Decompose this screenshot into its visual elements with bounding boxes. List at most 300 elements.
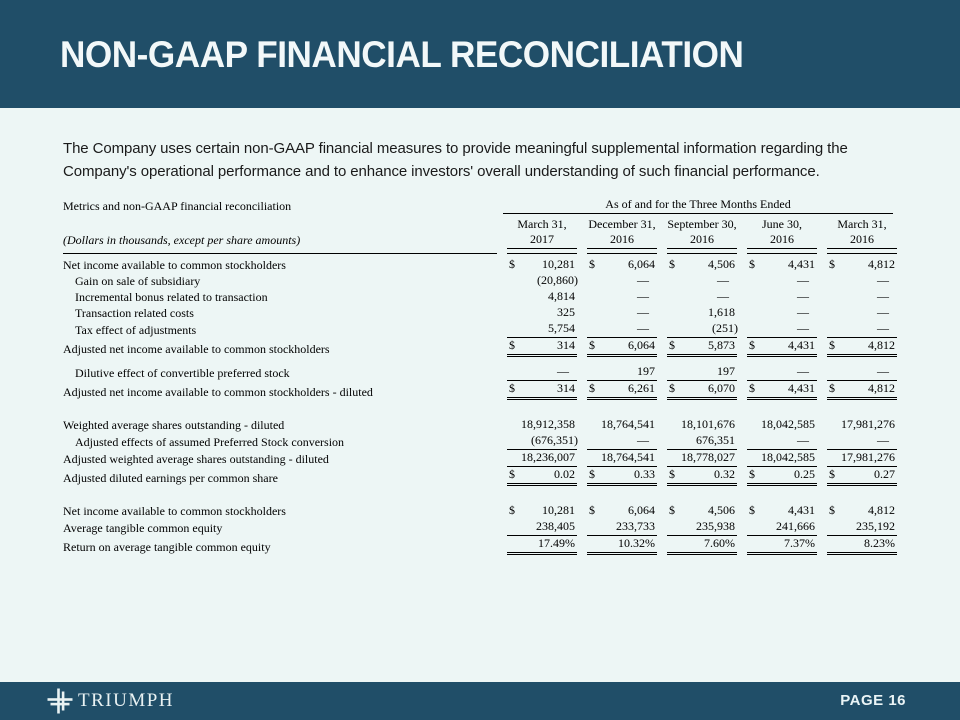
cell-value: 4,812 xyxy=(868,381,895,395)
cell-inner xyxy=(747,321,817,338)
table-cell xyxy=(667,381,737,400)
financial-table xyxy=(63,197,903,555)
cell-value: (20,860) xyxy=(537,273,578,287)
dollar-sign: $ xyxy=(589,338,595,352)
cell-value: — xyxy=(877,433,889,447)
cell-value: — xyxy=(877,305,889,319)
dollar-sign: $ xyxy=(589,257,595,271)
cell-inner xyxy=(507,257,577,273)
table-row xyxy=(63,321,903,338)
cell-inner xyxy=(747,273,817,289)
table-cell xyxy=(827,305,897,321)
table-cell xyxy=(747,289,817,305)
cell-value: 4,431 xyxy=(788,338,815,352)
table-cell xyxy=(827,338,897,357)
dollar-sign: $ xyxy=(829,338,835,352)
dollar-sign: $ xyxy=(829,467,835,481)
separator-col xyxy=(507,249,577,254)
row-label: Tax effect of adjustments xyxy=(75,323,197,337)
column-header-month: March 31, xyxy=(517,217,567,231)
cell-inner xyxy=(747,338,817,357)
row-label: Adjusted weighted average shares outstanding - diluted xyxy=(63,452,329,466)
cell-inner xyxy=(827,305,897,321)
table-row xyxy=(63,433,903,450)
dollar-sign: $ xyxy=(669,503,675,517)
cell-value: 6,064 xyxy=(628,257,655,271)
table-left-header: Metrics and non-GAAP financial reconciliation xyxy=(63,199,292,213)
cell-inner xyxy=(747,433,817,450)
cell-inner xyxy=(827,450,897,467)
cell-inner xyxy=(827,273,897,289)
cell-value: 0.02 xyxy=(554,467,575,481)
header-separator xyxy=(63,249,903,254)
cell-inner xyxy=(587,257,657,273)
cell-value: — xyxy=(797,364,809,378)
table-row xyxy=(63,338,903,357)
cell-inner xyxy=(827,321,897,338)
cell-inner xyxy=(507,450,577,467)
column-header-year: 2017 xyxy=(530,232,554,246)
cell-inner xyxy=(587,467,657,486)
table-cell xyxy=(747,450,817,467)
table-cell xyxy=(587,321,657,338)
table-cell xyxy=(507,536,577,555)
row-label: Adjusted diluted earnings per common share xyxy=(63,471,278,485)
table-cell xyxy=(667,536,737,555)
cell-inner xyxy=(507,417,577,433)
cell-inner xyxy=(587,338,657,357)
table-row xyxy=(63,364,903,381)
dollar-sign: $ xyxy=(589,503,595,517)
cell-inner xyxy=(507,467,577,486)
title-bar xyxy=(0,0,960,108)
separator-left xyxy=(63,249,497,254)
table-row xyxy=(63,467,903,486)
table-cell xyxy=(507,417,577,433)
table-cell xyxy=(587,257,657,273)
cell-inner xyxy=(667,433,737,450)
cell-inner xyxy=(747,381,817,400)
table-cell xyxy=(667,467,737,486)
cell-value: 10.32% xyxy=(618,536,655,550)
cell-inner xyxy=(667,364,737,381)
cell-inner xyxy=(827,417,897,433)
cell-inner xyxy=(587,519,657,536)
column-header-year: 2016 xyxy=(690,232,714,246)
row-label: Adjusted net income available to common stockholders - diluted xyxy=(63,385,373,399)
table-cell xyxy=(507,519,577,536)
table-cell xyxy=(587,433,657,450)
table-cell xyxy=(747,364,817,381)
table-row xyxy=(63,536,903,555)
table-cell xyxy=(587,417,657,433)
table-cell xyxy=(667,257,737,273)
table-row xyxy=(63,417,903,433)
dollar-sign: $ xyxy=(509,467,515,481)
cell-inner xyxy=(587,364,657,381)
cell-value: — xyxy=(557,364,569,378)
cell-inner xyxy=(667,289,737,305)
table-cell xyxy=(827,273,897,289)
table-cell xyxy=(827,503,897,519)
dollar-sign: $ xyxy=(509,338,515,352)
table-row xyxy=(63,381,903,400)
cell-inner xyxy=(667,321,737,338)
row-label: Average tangible common equity xyxy=(63,521,223,535)
separator-col xyxy=(587,249,657,254)
cell-inner xyxy=(507,338,577,357)
cell-value: — xyxy=(797,433,809,447)
cell-inner xyxy=(507,305,577,321)
table-cell xyxy=(827,289,897,305)
cell-inner xyxy=(747,257,817,273)
table-cell xyxy=(587,503,657,519)
cell-inner xyxy=(747,467,817,486)
cell-value: — xyxy=(717,289,729,303)
table-cell xyxy=(667,305,737,321)
table-cell xyxy=(587,381,657,400)
table-cell xyxy=(827,321,897,338)
row-label: Gain on sale of subsidiary xyxy=(75,274,201,288)
cell-value: (676,351) xyxy=(531,433,578,447)
cell-value: 314 xyxy=(557,338,575,352)
brand xyxy=(47,688,174,714)
table-cell xyxy=(667,338,737,357)
cell-inner xyxy=(507,433,577,450)
cell-value: 676,351 xyxy=(696,433,735,447)
cell-value: 18,912,358 xyxy=(521,417,575,431)
cell-value: 4,812 xyxy=(868,503,895,517)
table-cell xyxy=(587,273,657,289)
column-header-month: September 30, xyxy=(667,217,737,231)
cell-value: 17,981,276 xyxy=(841,417,895,431)
intro-text: The Company uses certain non-GAAP financial measures to provide meaningful supplemental information regarding the Company's operational performance and to enhance investors' overall understanding of such financial performance. xyxy=(63,140,848,180)
cell-inner xyxy=(667,381,737,400)
cell-value: 6,064 xyxy=(628,503,655,517)
slide-title: NON-GAAP FINANCIAL RECONCILIATION xyxy=(60,34,744,75)
table-cell xyxy=(827,536,897,555)
dollar-sign: $ xyxy=(509,381,515,395)
column-header-year: 2016 xyxy=(610,232,634,246)
table-cell xyxy=(827,450,897,467)
cell-value: 17,981,276 xyxy=(841,450,895,464)
separator-col xyxy=(827,249,897,254)
table-cell xyxy=(747,503,817,519)
table-cell xyxy=(507,503,577,519)
dollar-sign: $ xyxy=(669,381,675,395)
table-cell xyxy=(667,273,737,289)
dollar-sign: $ xyxy=(669,257,675,271)
table-row xyxy=(63,257,903,273)
cell-value: 0.25 xyxy=(794,467,815,481)
table-cell xyxy=(747,305,817,321)
cell-value: 325 xyxy=(557,305,575,319)
cell-inner xyxy=(587,536,657,555)
cell-value: 8.23% xyxy=(864,536,895,550)
cell-value: 6,070 xyxy=(708,381,735,395)
table-cell xyxy=(747,338,817,357)
cell-value: 314 xyxy=(557,381,575,395)
cell-inner xyxy=(747,305,817,321)
table-cell xyxy=(827,519,897,536)
cell-value: 0.33 xyxy=(634,467,655,481)
table-row xyxy=(63,503,903,519)
cell-inner xyxy=(667,467,737,486)
cell-value: — xyxy=(877,321,889,335)
column-header-month: March 31, xyxy=(837,217,887,231)
table-cell xyxy=(507,273,577,289)
cell-value: 7.37% xyxy=(784,536,815,550)
cell-inner xyxy=(827,433,897,450)
table-cell xyxy=(507,450,577,467)
cell-inner xyxy=(507,519,577,536)
table-cell xyxy=(667,417,737,433)
table-cell xyxy=(747,381,817,400)
table-cell xyxy=(667,364,737,381)
cell-inner xyxy=(827,338,897,357)
cell-inner xyxy=(587,381,657,400)
dollar-sign: $ xyxy=(509,503,515,517)
table-cell xyxy=(747,519,817,536)
column-header-month: June 30, xyxy=(762,217,802,231)
cell-value: (251) xyxy=(712,321,738,335)
cell-value: 10,281 xyxy=(542,503,575,517)
dollar-sign: $ xyxy=(749,503,755,517)
table-cell xyxy=(507,257,577,273)
cell-value: 18,236,007 xyxy=(521,450,575,464)
triumph-logo-icon xyxy=(47,688,73,714)
cell-value: — xyxy=(637,305,649,319)
table-cell xyxy=(747,467,817,486)
row-label: Net income available to common stockholders xyxy=(63,504,286,518)
cell-value: 18,042,585 xyxy=(761,417,815,431)
cell-inner xyxy=(507,321,577,338)
dollar-sign: $ xyxy=(749,338,755,352)
cell-value: — xyxy=(717,273,729,287)
column-header-year: 2016 xyxy=(770,232,794,246)
cell-value: 6,064 xyxy=(628,338,655,352)
cell-value: 5,873 xyxy=(708,338,735,352)
cell-inner xyxy=(507,381,577,400)
cell-value: 4,814 xyxy=(548,289,575,303)
table-cell xyxy=(507,364,577,381)
cell-value: 4,812 xyxy=(868,338,895,352)
table-cell xyxy=(507,433,577,450)
table-cell xyxy=(827,257,897,273)
column-header-month: December 31, xyxy=(588,217,656,231)
dollar-sign: $ xyxy=(829,381,835,395)
cell-inner xyxy=(747,503,817,519)
cell-value: — xyxy=(797,305,809,319)
column-header xyxy=(507,217,577,249)
cell-value: 6,261 xyxy=(628,381,655,395)
table-cell xyxy=(507,467,577,486)
cell-inner xyxy=(507,289,577,305)
table-cell xyxy=(507,289,577,305)
cell-value: 4,431 xyxy=(788,503,815,517)
table-cell xyxy=(827,364,897,381)
cell-value: 17.49% xyxy=(538,536,575,550)
column-header xyxy=(747,217,817,249)
table-cell xyxy=(587,338,657,357)
row-label: Transaction related costs xyxy=(75,306,194,320)
table-row xyxy=(63,519,903,536)
cell-inner xyxy=(587,417,657,433)
cell-inner xyxy=(747,417,817,433)
cell-inner xyxy=(587,273,657,289)
cell-inner xyxy=(587,305,657,321)
table-cell xyxy=(667,519,737,536)
cell-value: 7.60% xyxy=(704,536,735,550)
table-cell xyxy=(587,536,657,555)
table-cell xyxy=(827,381,897,400)
table-cell xyxy=(747,536,817,555)
cell-inner xyxy=(827,381,897,400)
table-cell xyxy=(667,503,737,519)
table-row xyxy=(63,273,903,289)
cell-inner xyxy=(667,519,737,536)
table-left-subheader: (Dollars in thousands, except per share amounts) xyxy=(63,233,301,247)
table-cell xyxy=(827,417,897,433)
column-header-year: 2016 xyxy=(850,232,874,246)
cell-value: 4,812 xyxy=(868,257,895,271)
row-label: Adjusted effects of assumed Preferred Stock conversion xyxy=(75,435,345,449)
table-cell xyxy=(827,467,897,486)
cell-value: 233,733 xyxy=(616,519,655,533)
table-cell xyxy=(667,450,737,467)
cell-value: 0.27 xyxy=(874,467,895,481)
cell-value: — xyxy=(797,289,809,303)
table-row xyxy=(63,289,903,305)
cell-inner xyxy=(667,257,737,273)
column-header xyxy=(667,217,737,249)
cell-value: 4,506 xyxy=(708,257,735,271)
row-label: Adjusted net income available to common stockholders xyxy=(63,342,330,356)
table-cell xyxy=(587,450,657,467)
cell-inner xyxy=(507,273,577,289)
cell-value: 4,506 xyxy=(708,503,735,517)
table-header-row xyxy=(63,197,903,214)
table-cell xyxy=(667,321,737,338)
table-date-row xyxy=(63,217,903,249)
cell-value: 235,192 xyxy=(856,519,895,533)
cell-inner xyxy=(827,503,897,519)
row-label: Net income available to common stockholders xyxy=(63,258,286,272)
cell-inner xyxy=(827,536,897,555)
cell-inner xyxy=(667,273,737,289)
table-row xyxy=(63,305,903,321)
cell-value: — xyxy=(637,433,649,447)
row-label: Weighted average shares outstanding - diluted xyxy=(63,418,285,432)
cell-value: 4,431 xyxy=(788,257,815,271)
cell-value: 197 xyxy=(637,364,655,378)
cell-value: — xyxy=(877,273,889,287)
column-header xyxy=(587,217,657,249)
table-cell xyxy=(747,257,817,273)
cell-value: 18,778,027 xyxy=(681,450,735,464)
cell-inner xyxy=(667,338,737,357)
cell-inner xyxy=(747,289,817,305)
dollar-sign: $ xyxy=(749,257,755,271)
cell-value: 238,405 xyxy=(536,519,575,533)
table-cell xyxy=(587,364,657,381)
cell-inner xyxy=(667,450,737,467)
brand-name: TRIUMPH xyxy=(78,690,175,711)
cell-inner xyxy=(747,450,817,467)
cell-inner xyxy=(667,305,737,321)
cell-inner xyxy=(827,257,897,273)
table-cell xyxy=(507,321,577,338)
cell-inner xyxy=(827,289,897,305)
table-cell xyxy=(747,417,817,433)
cell-value: 0.32 xyxy=(714,467,735,481)
table-cell xyxy=(587,519,657,536)
cell-value: 5,754 xyxy=(548,321,575,335)
cell-inner xyxy=(587,503,657,519)
row-label: Return on average tangible common equity xyxy=(63,540,271,554)
cell-inner xyxy=(747,536,817,555)
cell-inner xyxy=(587,433,657,450)
dollar-sign: $ xyxy=(829,257,835,271)
dollar-sign: $ xyxy=(589,467,595,481)
table-cell xyxy=(587,467,657,486)
cell-value: 235,938 xyxy=(696,519,735,533)
cell-value: 18,764,541 xyxy=(601,417,655,431)
table-cell xyxy=(507,338,577,357)
cell-value: 197 xyxy=(717,364,735,378)
footer-bar xyxy=(0,682,960,720)
cell-inner xyxy=(667,417,737,433)
cell-value: 18,042,585 xyxy=(761,450,815,464)
table-cell xyxy=(507,305,577,321)
cell-inner xyxy=(747,519,817,536)
cell-value: 1,618 xyxy=(708,305,735,319)
cell-value: — xyxy=(877,289,889,303)
cell-inner xyxy=(747,364,817,381)
cell-inner xyxy=(507,536,577,555)
span-header: As of and for the Three Months Ended xyxy=(503,197,893,214)
dollar-sign: $ xyxy=(669,467,675,481)
dollar-sign: $ xyxy=(749,467,755,481)
cell-value: — xyxy=(797,321,809,335)
row-label: Dilutive effect of convertible preferred stock xyxy=(75,366,290,380)
cell-value: 18,764,541 xyxy=(601,450,655,464)
cell-value: — xyxy=(637,273,649,287)
cell-inner xyxy=(827,519,897,536)
cell-value: — xyxy=(637,321,649,335)
cell-value: 241,666 xyxy=(776,519,815,533)
cell-value: 4,431 xyxy=(788,381,815,395)
row-label: Incremental bonus related to transaction xyxy=(75,290,268,304)
table-cell xyxy=(667,433,737,450)
dollar-sign: $ xyxy=(509,257,515,271)
table-cell xyxy=(507,381,577,400)
page-number: PAGE 16 xyxy=(840,692,906,709)
table-cell xyxy=(587,289,657,305)
cell-value: 18,101,676 xyxy=(681,417,735,431)
table-cell xyxy=(667,289,737,305)
table-body xyxy=(63,254,903,555)
cell-inner xyxy=(827,467,897,486)
table-cell xyxy=(747,321,817,338)
dollar-sign: $ xyxy=(829,503,835,517)
table-row xyxy=(63,450,903,467)
table-cell xyxy=(747,433,817,450)
cell-inner xyxy=(667,503,737,519)
cell-inner xyxy=(827,364,897,381)
column-header xyxy=(827,217,897,249)
cell-inner xyxy=(507,503,577,519)
